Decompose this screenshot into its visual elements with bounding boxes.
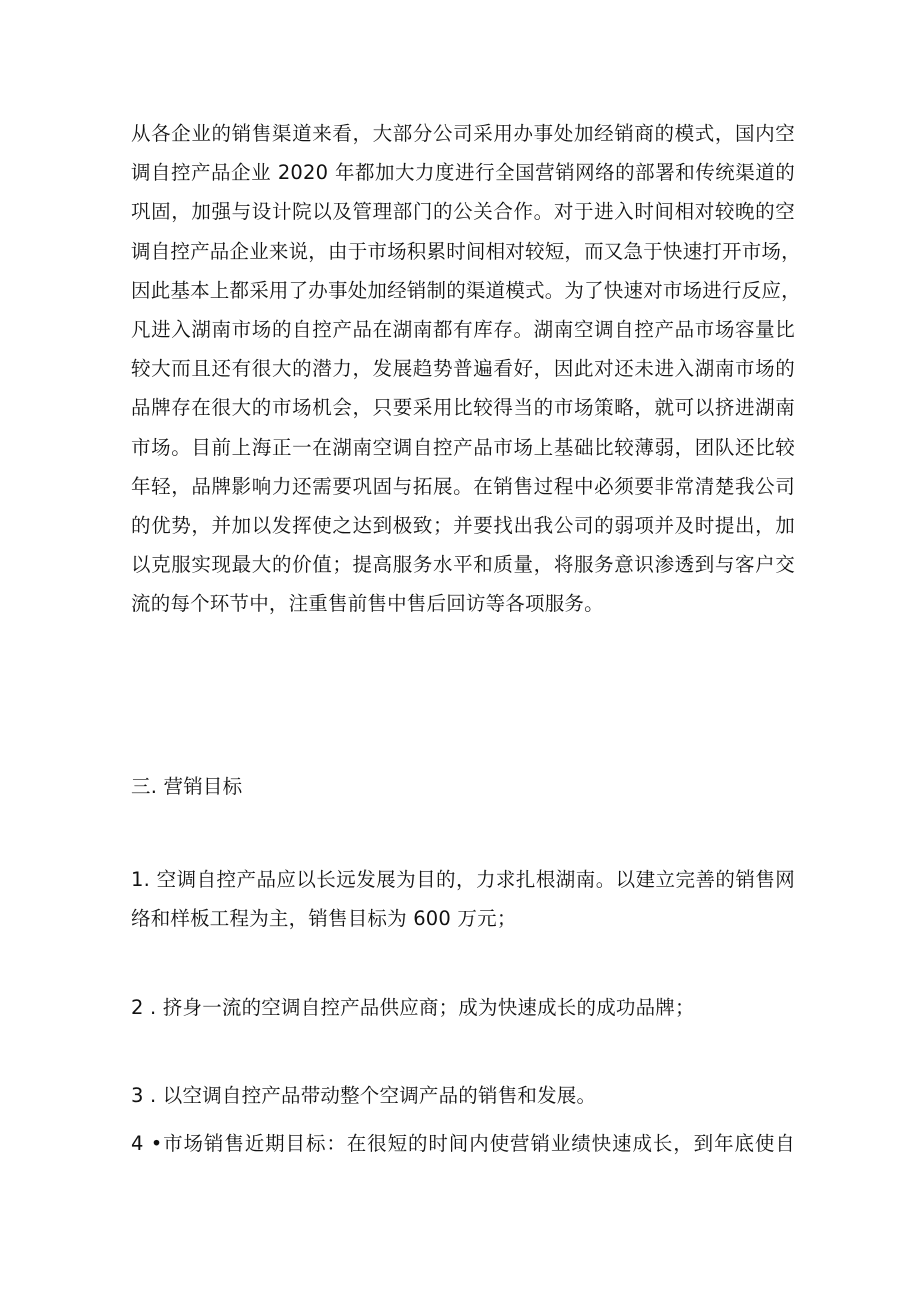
list-item-line: 1. 空调自控产品应以长远发展为目的，力求扎根湖南。以建立完善的销售网 bbox=[131, 868, 795, 891]
paragraph-line: 流的每个环节中，注重售前售中售后回访等各项服务。 bbox=[131, 592, 604, 616]
list-item bbox=[131, 1076, 795, 1115]
list-item-line: 4 •市场销售近期目标：在很短的时间内使营销业绩快速成长，到年底使自 bbox=[131, 1132, 795, 1155]
list-item bbox=[131, 988, 795, 1027]
paragraph-line: 的优势，并加以发挥使之达到极致；并要找出我公司的弱项并及时提出，加 bbox=[131, 513, 795, 537]
section-heading bbox=[131, 767, 795, 806]
paragraph-line: 调自控产品企业来说，由于市场积累时间相对较短，而又急于快速打开市场， bbox=[131, 239, 801, 263]
body-paragraph bbox=[131, 114, 801, 623]
paragraph-line: 因此基本上都采用了办事处加经销制的渠道模式。为了快速对市场进行反应， bbox=[131, 278, 801, 302]
list-item-line: 2 . 挤身一流的空调自控产品供应商；成为快速成长的成功品牌； bbox=[131, 996, 695, 1019]
paragraph-line: 从各企业的销售渠道来看，大部分公司采用办事处加经销商的模式，国内空 bbox=[131, 122, 795, 145]
paragraph-line: 调自控产品企业 2020 年都加大力度进行全国营销网络的部署和传统渠道的 bbox=[131, 161, 795, 185]
list-item bbox=[131, 1124, 795, 1163]
paragraph-line: 年轻，品牌影响力还需要巩固与拓展。在销售过程中必须要非常清楚我公司 bbox=[131, 474, 795, 498]
paragraph-line: 巩固，加强与设计院以及管理部门的公关合作。对于进入时间相对较晚的空 bbox=[131, 200, 795, 224]
paragraph-line: 品牌存在很大的市场机会，只要采用比较得当的市场策略，就可以挤进湖南 bbox=[131, 396, 795, 420]
list-item-line: 络和样板工程为主，销售目标为 600 万元； bbox=[131, 907, 517, 931]
list-item-line: 3 . 以空调自控产品带动整个空调产品的销售和发展。 bbox=[131, 1084, 597, 1107]
paragraph-line: 较大而且还有很大的潜力，发展趋势普遍看好，因此对还未进入湖南市场的 bbox=[131, 357, 795, 381]
paragraph-line: 以克服实现最大的价值；提高服务水平和质量，将服务意识渗透到与客户交 bbox=[131, 553, 795, 577]
paragraph-line: 凡进入湖南市场的自控产品在湖南都有库存。湖南空调自控产品市场容量比 bbox=[131, 317, 795, 341]
list-item bbox=[131, 860, 795, 938]
paragraph-line: 市场。目前上海正一在湖南空调自控产品市场上基础比较薄弱，团队还比较 bbox=[131, 435, 795, 459]
section-heading-text: 三. 营销目标 bbox=[131, 775, 243, 798]
